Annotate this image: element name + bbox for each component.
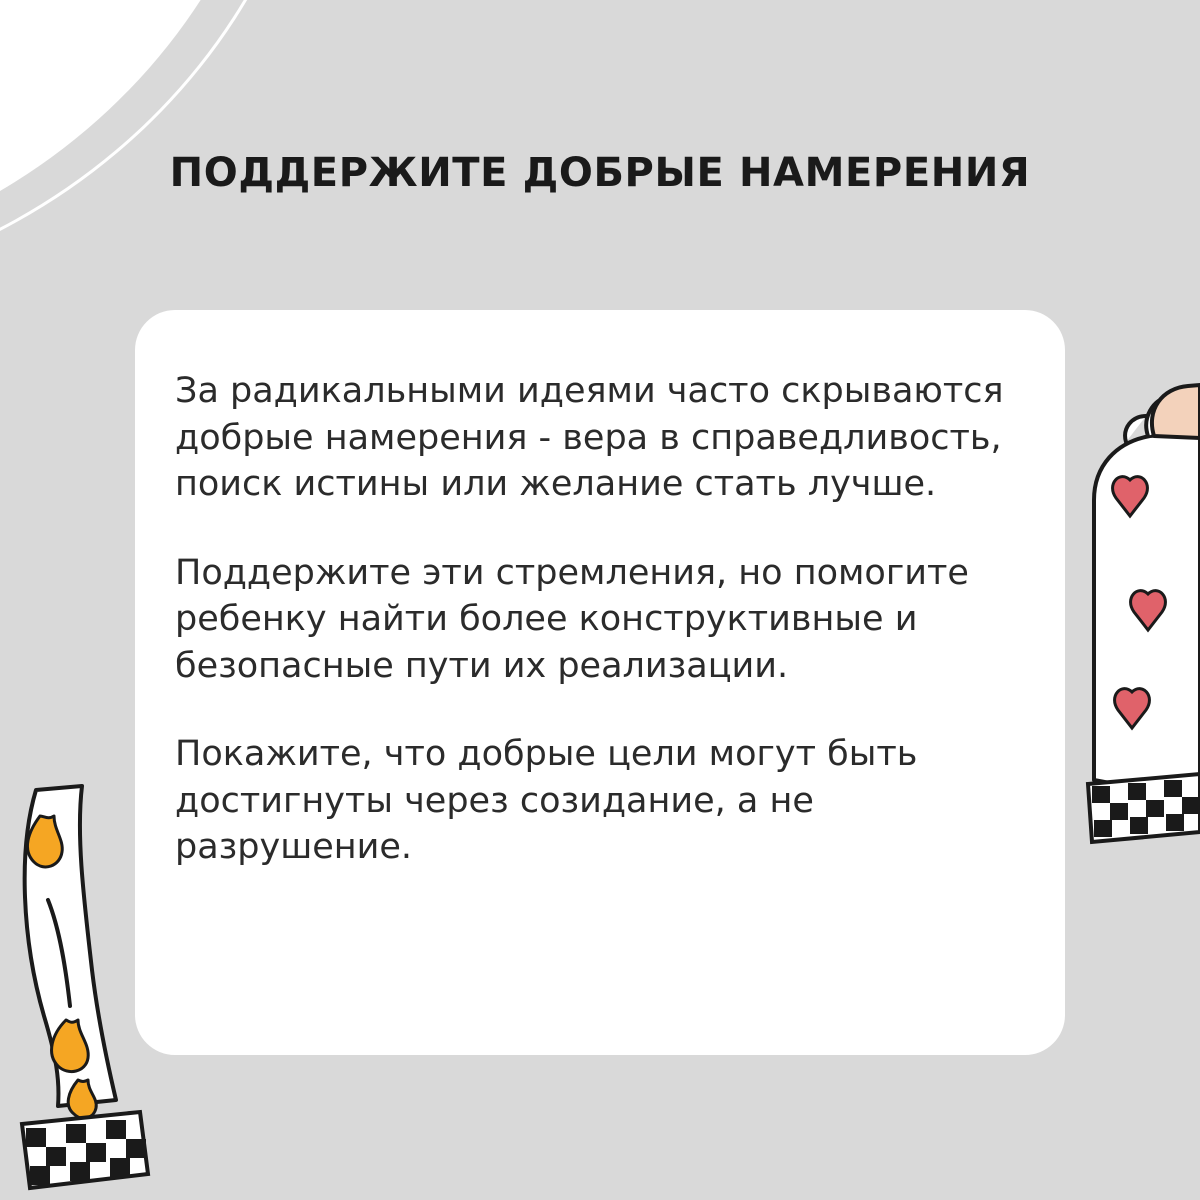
body-paragraph-3: Покажите, что добрые цели могут быть достигнуты через созидание, а не разрушение. xyxy=(175,734,918,868)
content-card xyxy=(135,310,1065,1055)
body-paragraph-1: За радикальными идеями часто скрываются добрые намерения - вера в справедливость, поиск истины или желание стать лучше. xyxy=(175,371,1004,505)
body-paragraph-2: Поддержите эти стремления, но помогите ребенку найти более конструктивные и безопасные пути их реализации. xyxy=(175,552,969,686)
page-title: ПОДДЕРЖИТЕ ДОБРЫЕ НАМЕРЕНИЯ xyxy=(169,150,1031,196)
